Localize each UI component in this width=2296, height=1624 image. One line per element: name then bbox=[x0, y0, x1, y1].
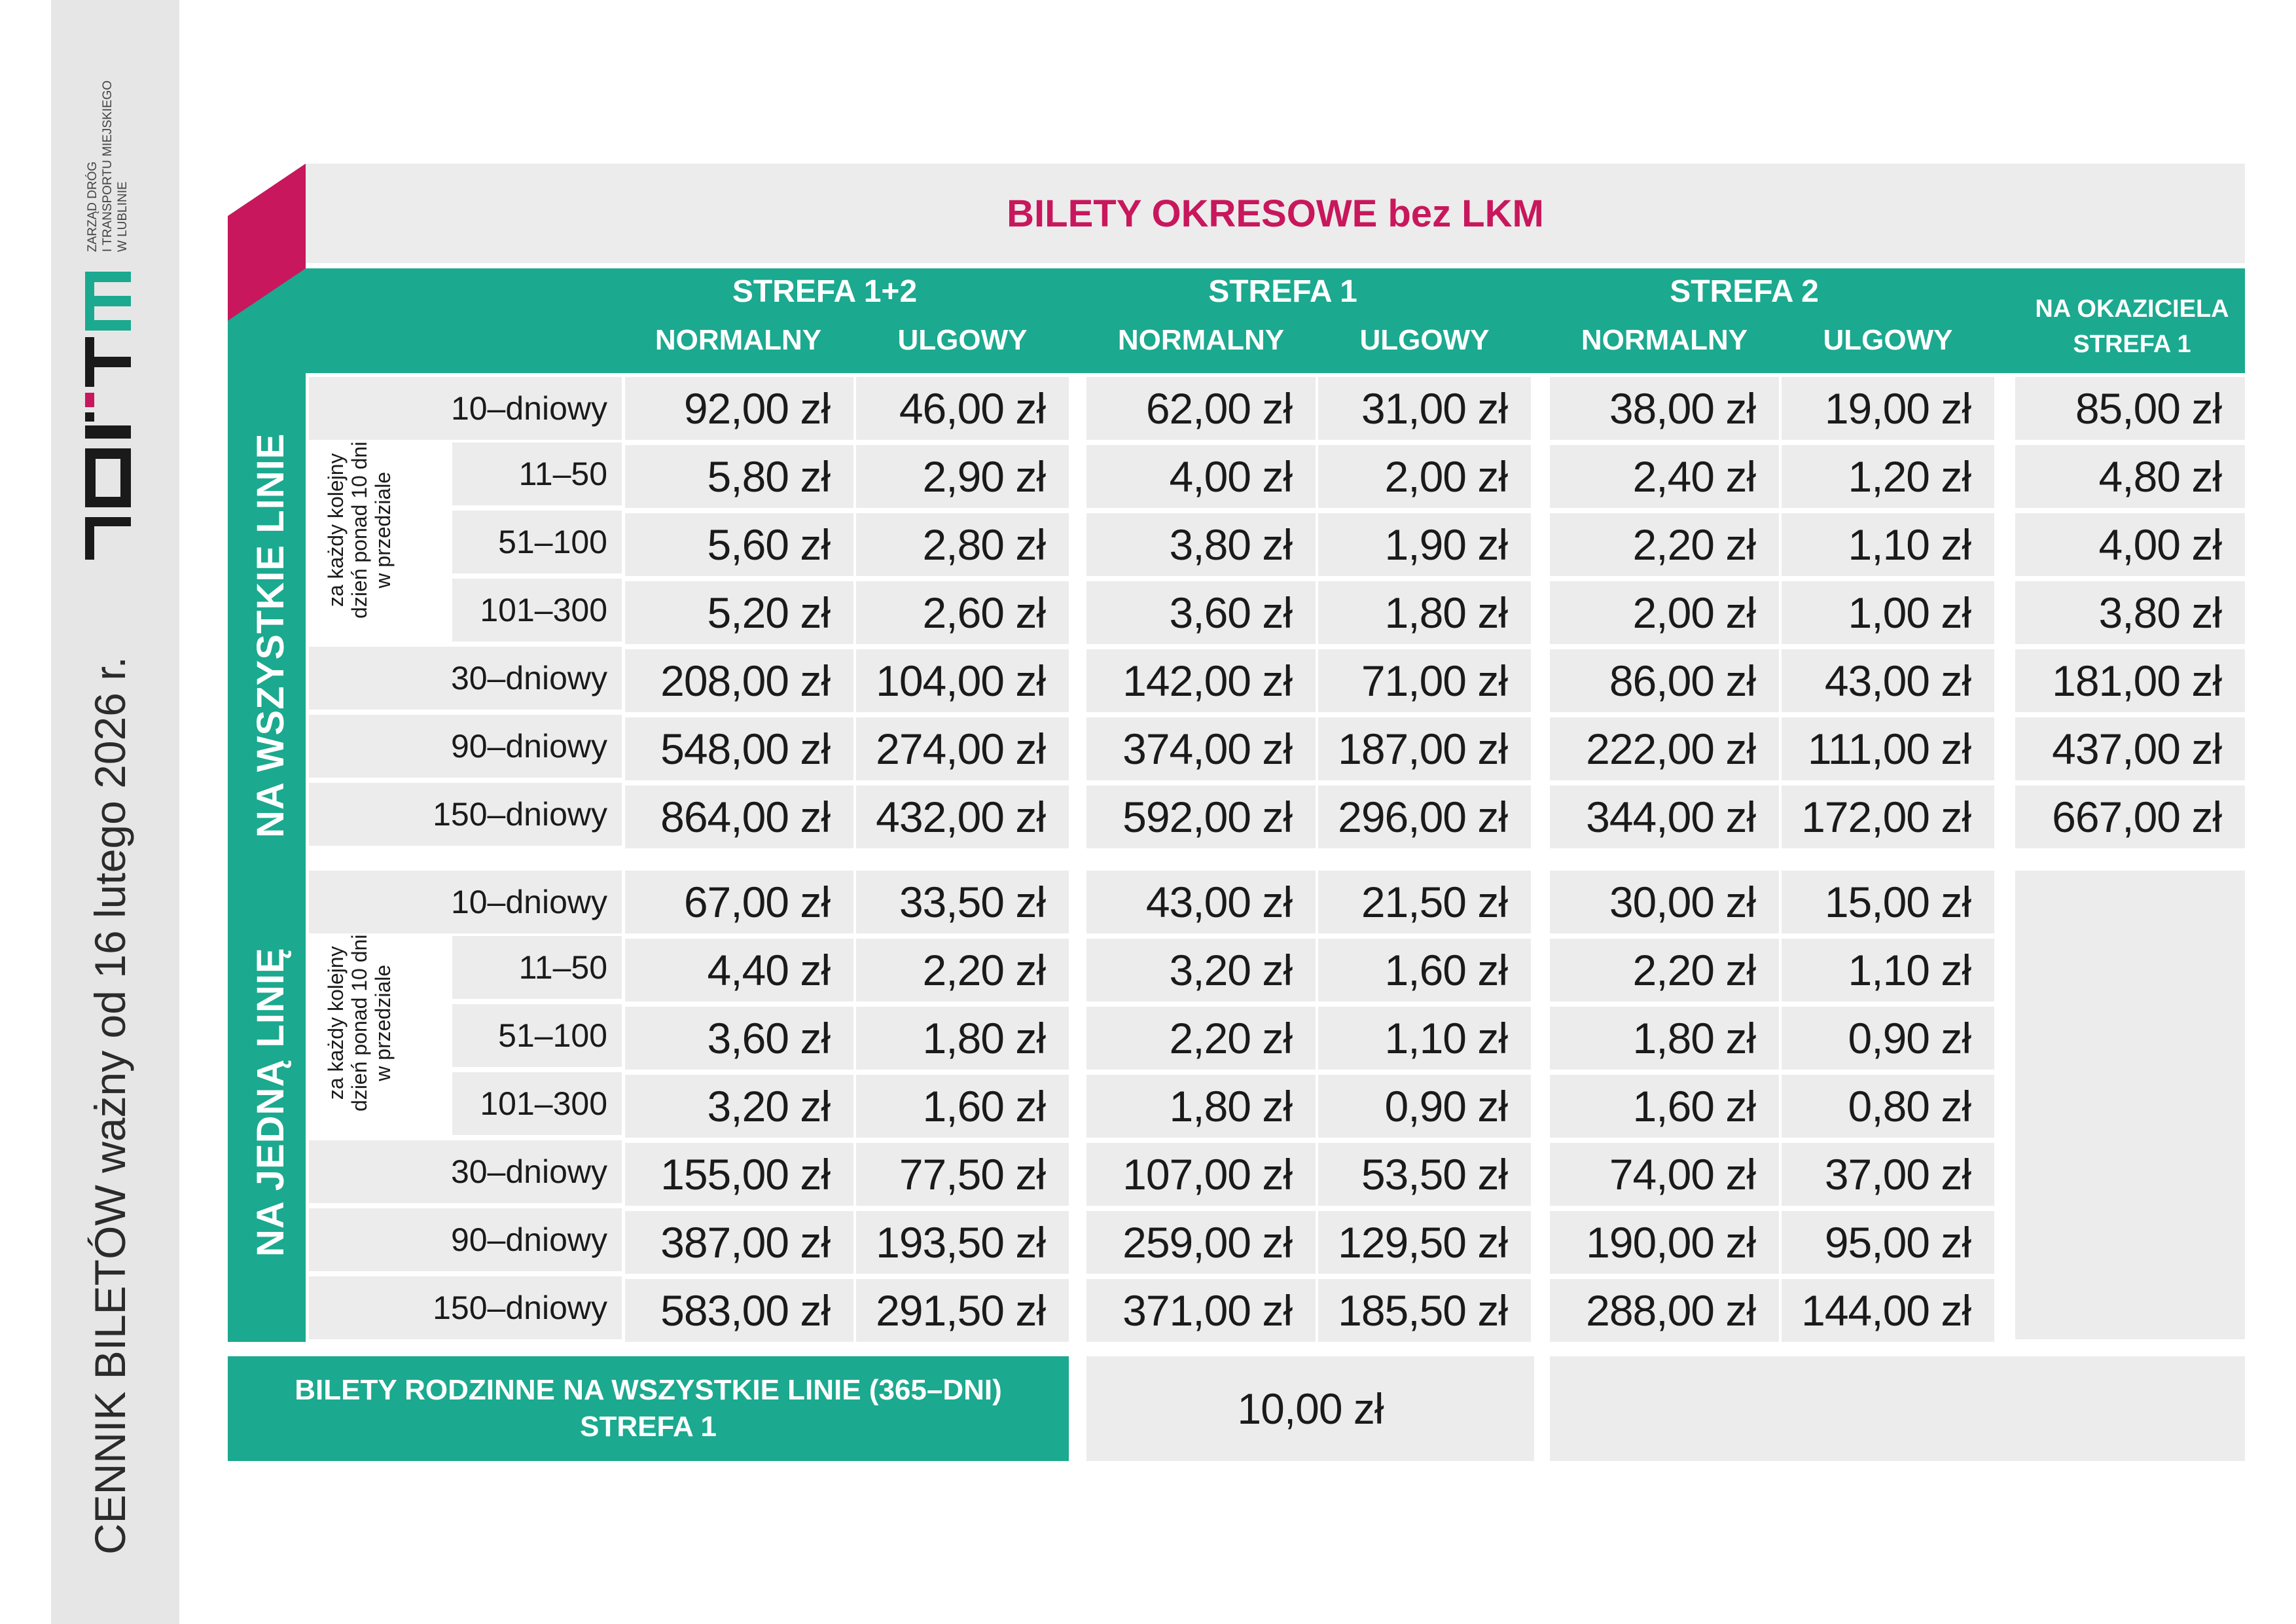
bearer-header bbox=[2019, 291, 2245, 362]
price-cell: 5,60 zł bbox=[625, 513, 853, 576]
price-cell: 3,80 zł bbox=[2015, 581, 2245, 644]
price-cell: 1,10 zł bbox=[1782, 939, 1994, 1001]
price-cell: 437,00 zł bbox=[2015, 717, 2245, 780]
price-cell: 193,50 zł bbox=[856, 1211, 1069, 1274]
price-cell: 4,40 zł bbox=[625, 939, 853, 1001]
price-cell: 37,00 zł bbox=[1782, 1143, 1994, 1206]
price-cell: 43,00 zł bbox=[1086, 871, 1316, 933]
zditm-logo bbox=[79, 259, 137, 560]
price-cell: 296,00 zł bbox=[1318, 785, 1531, 848]
price-cell: 222,00 zł bbox=[1550, 717, 1779, 780]
price-cell: 38,00 zł bbox=[1550, 377, 1779, 440]
section-all-lines-label: NA WSZYSTKIE LINIE bbox=[249, 433, 292, 838]
price-cell: 3,20 zł bbox=[625, 1075, 853, 1138]
logo-org-line-3: W LUBLINIE bbox=[116, 181, 130, 252]
price-cell: 592,00 zł bbox=[1086, 785, 1316, 848]
price-cell: 1,80 zł bbox=[1086, 1075, 1316, 1138]
each-day-note-line-3: w przedziale bbox=[371, 471, 395, 588]
price-cell: 274,00 zł bbox=[856, 717, 1069, 780]
price-cell: 104,00 zł bbox=[856, 649, 1069, 712]
price-cell: 33,50 zł bbox=[856, 871, 1069, 933]
price-cell: 2,90 zł bbox=[856, 445, 1069, 508]
zone-1-2-normal-label: NORMALNY bbox=[655, 324, 822, 356]
row-label: 101–300 bbox=[452, 1072, 622, 1135]
zone-2-normal-label: NORMALNY bbox=[1581, 324, 1748, 356]
price-cell: 0,90 zł bbox=[1318, 1075, 1531, 1138]
family-ticket-line-1: BILETY RODZINNE NA WSZYSTKIE LINIE (365–DNI) bbox=[295, 1374, 1002, 1406]
price-cell: 71,00 zł bbox=[1318, 649, 1531, 712]
price-cell: 291,50 zł bbox=[856, 1279, 1069, 1342]
price-cell: 2,00 zł bbox=[1550, 581, 1779, 644]
zone-2-header: STREFA 2 bbox=[1670, 274, 1819, 309]
each-day-note bbox=[324, 935, 395, 1111]
price-cell: 1,10 zł bbox=[1782, 513, 1994, 576]
logo-org-line-2: I TRANSPORTU MIEJSKIEGO bbox=[101, 80, 115, 252]
price-cell: 288,00 zł bbox=[1550, 1279, 1779, 1342]
price-cell: 1,60 zł bbox=[1550, 1075, 1779, 1138]
price-cell: 92,00 zł bbox=[625, 377, 853, 440]
price-cell: 1,90 zł bbox=[1318, 513, 1531, 576]
price-cell: 2,60 zł bbox=[856, 581, 1069, 644]
price-cell: 62,00 zł bbox=[1086, 377, 1316, 440]
price-cell: 374,00 zł bbox=[1086, 717, 1316, 780]
row-label: 101–300 bbox=[452, 579, 622, 641]
price-cell: 190,00 zł bbox=[1550, 1211, 1779, 1274]
zone-1-reduced-label: ULGOWY bbox=[1359, 324, 1490, 356]
price-cell: 155,00 zł bbox=[625, 1143, 853, 1206]
price-cell: 4,00 zł bbox=[2015, 513, 2245, 576]
bearer-header-line-1: NA OKAZICIELA bbox=[2035, 295, 2229, 323]
row-label: 51–100 bbox=[452, 511, 622, 573]
price-cell: 5,20 zł bbox=[625, 581, 853, 644]
section-one-line-label: NA JEDNĄ LINIĘ bbox=[249, 947, 292, 1257]
price-cell: 1,20 zł bbox=[1782, 445, 1994, 508]
price-cell: 3,60 zł bbox=[1086, 581, 1316, 644]
price-cell: 31,00 zł bbox=[1318, 377, 1531, 440]
price-cell: 1,80 zł bbox=[856, 1007, 1069, 1070]
price-cell: 43,00 zł bbox=[1782, 649, 1994, 712]
price-cell: 3,60 zł bbox=[625, 1007, 853, 1070]
zone-2-reduced-label: ULGOWY bbox=[1823, 324, 1953, 356]
price-cell: 107,00 zł bbox=[1086, 1143, 1316, 1206]
row-label: 90–dniowy bbox=[309, 1208, 622, 1271]
zone-1-2-reduced-label: ULGOWY bbox=[897, 324, 1028, 356]
logo-org-line-1: ZARZĄD DRÓG bbox=[86, 161, 99, 252]
row-label: 51–100 bbox=[452, 1004, 622, 1067]
price-cell: 667,00 zł bbox=[2015, 785, 2245, 848]
price-cell: 371,00 zł bbox=[1086, 1279, 1316, 1342]
row-label: 10–dniowy bbox=[309, 377, 622, 440]
document-title: CENNIK BILETÓW ważny od 16 lutego 2026 r. bbox=[86, 657, 134, 1555]
price-cell: 1,80 zł bbox=[1550, 1007, 1779, 1070]
each-day-note-line-1: za każdy kolejny bbox=[324, 946, 348, 1100]
family-ticket-line-2: STREFA 1 bbox=[580, 1411, 717, 1443]
price-cell: 4,00 zł bbox=[1086, 445, 1316, 508]
each-day-note-line-2: dzień ponad 10 dni bbox=[348, 934, 371, 1111]
zone-1-2-header: STREFA 1+2 bbox=[732, 274, 918, 309]
price-cell: 142,00 zł bbox=[1086, 649, 1316, 712]
price-cell: 185,50 zł bbox=[1318, 1279, 1531, 1342]
family-ticket-price: 10,00 zł bbox=[1086, 1356, 1534, 1461]
row-label: 30–dniowy bbox=[309, 647, 622, 710]
price-cell: 1,00 zł bbox=[1782, 581, 1994, 644]
price-cell: 1,80 zł bbox=[1318, 581, 1531, 644]
price-cell: 0,90 zł bbox=[1782, 1007, 1994, 1070]
row-label: 90–dniowy bbox=[309, 715, 622, 778]
price-cell: 144,00 zł bbox=[1782, 1279, 1994, 1342]
price-cell: 583,00 zł bbox=[625, 1279, 853, 1342]
price-cell: 5,80 zł bbox=[625, 445, 853, 508]
table-title: BILETY OKRESOWE bez LKM bbox=[1007, 192, 1544, 235]
price-cell: 4,80 zł bbox=[2015, 445, 2245, 508]
price-cell: 2,00 zł bbox=[1318, 445, 1531, 508]
price-cell: 2,40 zł bbox=[1550, 445, 1779, 508]
each-day-note-line-1: za każdy kolejny bbox=[324, 453, 348, 607]
family-ticket-empty bbox=[1550, 1356, 2245, 1461]
table-title-bar bbox=[306, 164, 2245, 263]
price-cell: 187,00 zł bbox=[1318, 717, 1531, 780]
row-label: 150–dniowy bbox=[309, 783, 622, 846]
price-cell: 1,60 zł bbox=[856, 1075, 1069, 1138]
row-label: 30–dniowy bbox=[309, 1140, 622, 1203]
each-day-note-line-3: w przedziale bbox=[371, 964, 395, 1081]
price-cell: 85,00 zł bbox=[2015, 377, 2245, 440]
price-cell: 21,50 zł bbox=[1318, 871, 1531, 933]
price-cell: 1,10 zł bbox=[1318, 1007, 1531, 1070]
price-cell: 46,00 zł bbox=[856, 377, 1069, 440]
family-ticket-label-box bbox=[228, 1356, 1069, 1461]
zditm-logo-mark bbox=[79, 259, 137, 560]
bearer-header-line-2: STREFA 1 bbox=[2073, 331, 2191, 358]
price-cell: 67,00 zł bbox=[625, 871, 853, 933]
price-cell: 548,00 zł bbox=[625, 717, 853, 780]
zone-1-normal-label: NORMALNY bbox=[1117, 324, 1285, 356]
price-cell: 95,00 zł bbox=[1782, 1211, 1994, 1274]
price-cell: 2,80 zł bbox=[856, 513, 1069, 576]
price-cell: 864,00 zł bbox=[625, 785, 853, 848]
row-label: 10–dniowy bbox=[309, 871, 622, 933]
price-cell: 2,20 zł bbox=[856, 939, 1069, 1001]
price-cell: 53,50 zł bbox=[1318, 1143, 1531, 1206]
price-cell: 172,00 zł bbox=[1782, 785, 1994, 848]
price-cell: 30,00 zł bbox=[1550, 871, 1779, 933]
bearer-empty-block bbox=[2015, 871, 2245, 1339]
row-label: 11–50 bbox=[452, 442, 622, 505]
price-cell: 259,00 zł bbox=[1086, 1211, 1316, 1274]
price-cell: 111,00 zł bbox=[1782, 717, 1994, 780]
row-label: 11–50 bbox=[452, 936, 622, 999]
price-cell: 129,50 zł bbox=[1318, 1211, 1531, 1274]
price-cell: 0,80 zł bbox=[1782, 1075, 1994, 1138]
logo-org-name bbox=[85, 81, 130, 252]
price-cell: 2,20 zł bbox=[1550, 939, 1779, 1001]
price-cell: 344,00 zł bbox=[1550, 785, 1779, 848]
price-cell: 181,00 zł bbox=[2015, 649, 2245, 712]
zone-1-header: STREFA 1 bbox=[1208, 274, 1357, 309]
each-day-note bbox=[324, 442, 395, 619]
price-cell: 432,00 zł bbox=[856, 785, 1069, 848]
price-cell: 1,60 zł bbox=[1318, 939, 1531, 1001]
price-cell: 19,00 zł bbox=[1782, 377, 1994, 440]
price-cell: 74,00 zł bbox=[1550, 1143, 1779, 1206]
row-label: 150–dniowy bbox=[309, 1276, 622, 1339]
price-cell: 77,50 zł bbox=[856, 1143, 1069, 1206]
price-cell: 208,00 zł bbox=[625, 649, 853, 712]
price-cell: 2,20 zł bbox=[1550, 513, 1779, 576]
price-cell: 3,80 zł bbox=[1086, 513, 1316, 576]
price-cell: 15,00 zł bbox=[1782, 871, 1994, 933]
each-day-note-line-2: dzień ponad 10 dni bbox=[348, 441, 371, 619]
price-cell: 86,00 zł bbox=[1550, 649, 1779, 712]
price-cell: 3,20 zł bbox=[1086, 939, 1316, 1001]
price-cell: 2,20 zł bbox=[1086, 1007, 1316, 1070]
price-cell: 387,00 zł bbox=[625, 1211, 853, 1274]
